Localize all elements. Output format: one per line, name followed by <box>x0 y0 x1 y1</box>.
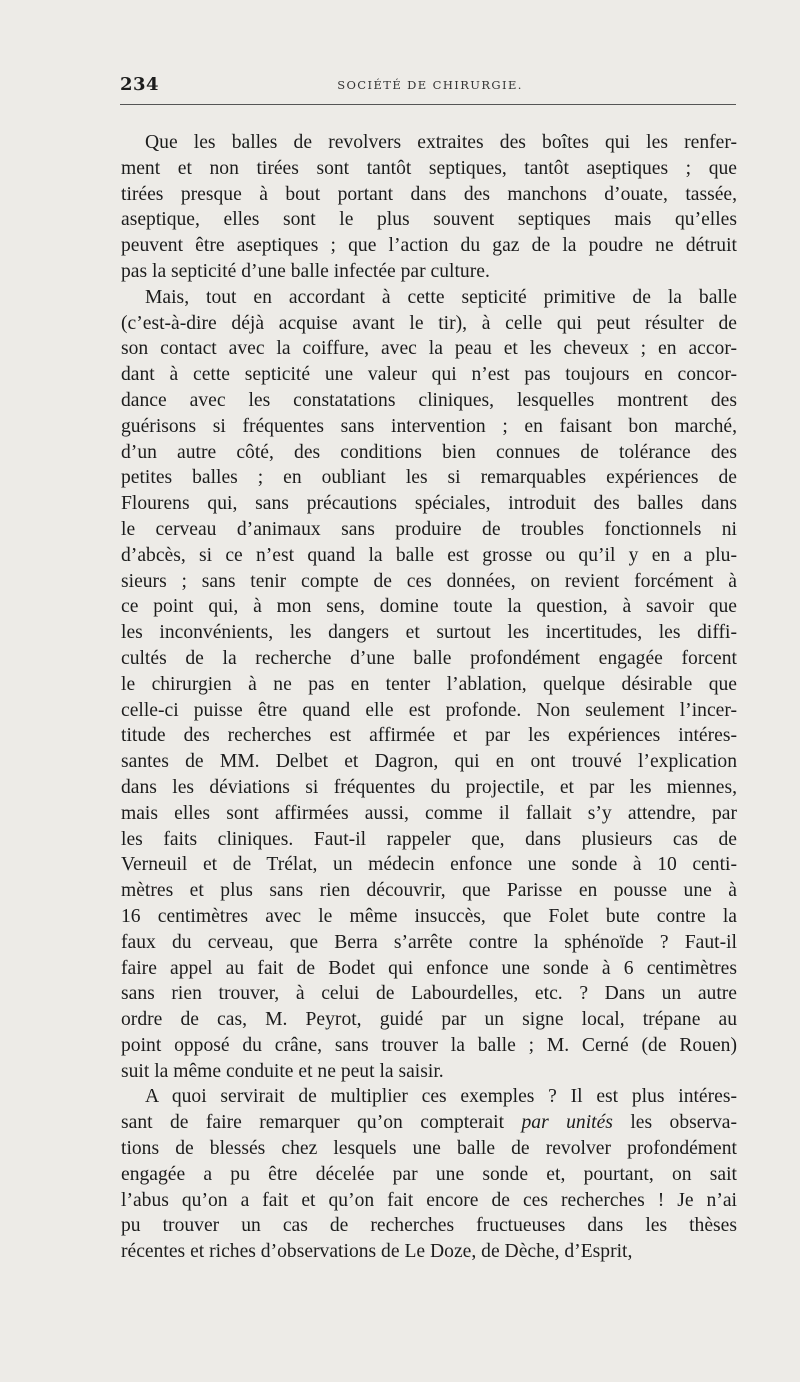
paragraph-2-line-4: dant à cette septicité une valeur qui n’est pas toujours en concor- <box>121 364 737 386</box>
paragraph-2-line-15: cultés de la recherche d’une balle profondément engagée forcent <box>121 647 737 669</box>
paragraph-2-line-29: ordre de cas, M. Peyrot, guidé par un signe local, trépane au <box>121 1009 737 1031</box>
paragraph-3-line-2: sant de faire remarquer qu’on compterait par unités les observa- <box>121 1112 737 1134</box>
italic-text: par unités <box>521 1112 613 1134</box>
paragraph-2-line-27: faire appel au fait de Bodet qui enfonce une sonde à 6 centimètres <box>121 957 737 979</box>
paragraph-2-line-16: le chirurgien à ne pas en tenter l’ablation, quelque désirable que <box>121 673 737 695</box>
body-text <box>121 130 737 1265</box>
paragraph-2-line-31: suit la même conduite et ne peut la saisir. <box>121 1060 444 1082</box>
paragraph-2-line-9: Flourens qui, sans précautions spéciales, introduit des balles dans <box>121 493 737 515</box>
paragraph-2-line-24: mètres et plus sans rien découvrir, que Parisse en pousse une à <box>121 880 737 902</box>
paragraph-2-line-13: ce point qui, à mon sens, domine toute la question, à savoir que <box>121 596 737 618</box>
paragraph-2-line-30: point opposé du crâne, sans trouver la balle ; M. Cerné (de Rouen) <box>121 1034 737 1056</box>
paragraph-2-line-28: sans rien trouver, à celui de Labourdelles, etc. ? Dans un autre <box>121 983 737 1005</box>
paragraph-1-line-4: aseptique, elles sont le plus souvent septiques mais qu’elles <box>121 209 737 231</box>
paragraph-2-line-17: celle-ci puisse être quand elle est profonde. Non seulement l’incer- <box>121 699 737 721</box>
page-number: 234 <box>120 74 160 95</box>
paragraph-2-line-1: Mais, tout en accordant à cette septicité primitive de la balle <box>145 286 737 308</box>
paragraph-2-line-6: guérisons si fréquentes sans intervention ; en faisant bon marché, <box>121 415 737 437</box>
paragraph-3-line-3: tions de blessés chez lesquels une balle de revolver profondément <box>121 1138 737 1160</box>
paragraph-2-line-20: dans les déviations si fréquentes du projectile, et par les miennes, <box>121 776 737 798</box>
page-header <box>120 74 740 98</box>
paragraph-2-line-8: petites balles ; en oubliant les si remarquables expériences de <box>121 467 737 489</box>
paragraph-2-line-25: 16 centimètres avec le même insuccès, que Folet bute contre la <box>121 905 737 927</box>
paragraph-1-line-3: tirées presque à bout portant dans des manchons d’ouate, tassée, <box>121 183 737 205</box>
paragraph-2-line-3: son contact avec la coiffure, avec la peau et les cheveux ; en accor- <box>121 338 737 360</box>
paragraph-2-line-10: le cerveau d’animaux sans produire de troubles fonctionnels ni <box>121 518 737 540</box>
paragraph-2-line-26: faux du cerveau, que Berra s’arrête contre la sphénoïde ? Faut-il <box>121 931 737 953</box>
paragraph-2-line-23: Verneuil et de Trélat, un médecin enfonce une sonde à 10 centi- <box>121 854 737 876</box>
paragraph-3-line-1: A quoi servirait de multiplier ces exemples ? Il est plus intéres- <box>145 1086 737 1108</box>
paragraph-2-line-19: santes de MM. Delbet et Dagron, qui en ont trouvé l’explication <box>121 751 737 773</box>
paragraph-2-line-22: les faits cliniques. Faut-il rappeler que, dans plusieurs cas de <box>121 828 737 850</box>
paragraph-2-line-18: titude des recherches est affirmée et par les expériences intéres- <box>121 725 737 747</box>
paragraph-2-line-5: dance avec les constatations cliniques, lesquelles montrent des <box>121 389 737 411</box>
paragraph-1-line-5: peuvent être aseptiques ; que l’action du gaz de la poudre ne détruit <box>121 235 737 257</box>
paragraph-1-line-6: pas la septicité d’une balle infectée par culture. <box>121 260 490 282</box>
paragraph-1-line-2: ment et non tirées sont tantôt septiques, tantôt aseptiques ; que <box>121 157 737 179</box>
paragraph-3-line-5: l’abus qu’on a fait et qu’on fait encore de ces recherches ! Je n’ai <box>121 1189 737 1211</box>
paragraph-3-line-7: récentes et riches d’observations de Le Doze, de Dèche, d’Esprit, <box>121 1241 633 1263</box>
paragraph-2-line-2: (c’est-à-dire déjà acquise avant le tir), à celle qui peut résulter de <box>121 312 737 334</box>
paragraph-2-line-21: mais elles sont affirmées aussi, comme il fallait s’y attendre, par <box>121 802 737 824</box>
paragraph-1-line-1: Que les balles de revolvers extraites des boîtes qui les renfer- <box>145 132 737 153</box>
paragraph-2-line-12: sieurs ; sans tenir compte de ces données, on revient forcément à <box>121 570 737 592</box>
paragraph-2-line-7: d’un autre côté, des conditions bien connues de tolérance des <box>121 441 737 463</box>
paragraph-3-line-4: engagée a pu être décelée par une sonde et, pourtant, on sait <box>121 1163 737 1185</box>
header-rule <box>120 104 736 105</box>
running-title: SOCIÉTÉ DE CHIRURGIE. <box>337 78 523 92</box>
paragraph-2-line-14: les inconvénients, les dangers et surtout les incertitudes, les diffi- <box>121 622 737 644</box>
paragraph-3-line-6: pu trouver un cas de recherches fructueuses dans les thèses <box>121 1215 737 1237</box>
paragraph-2-line-11: d’abcès, si ce n’est quand la balle est grosse ou qu’il y en a plu- <box>121 544 737 566</box>
